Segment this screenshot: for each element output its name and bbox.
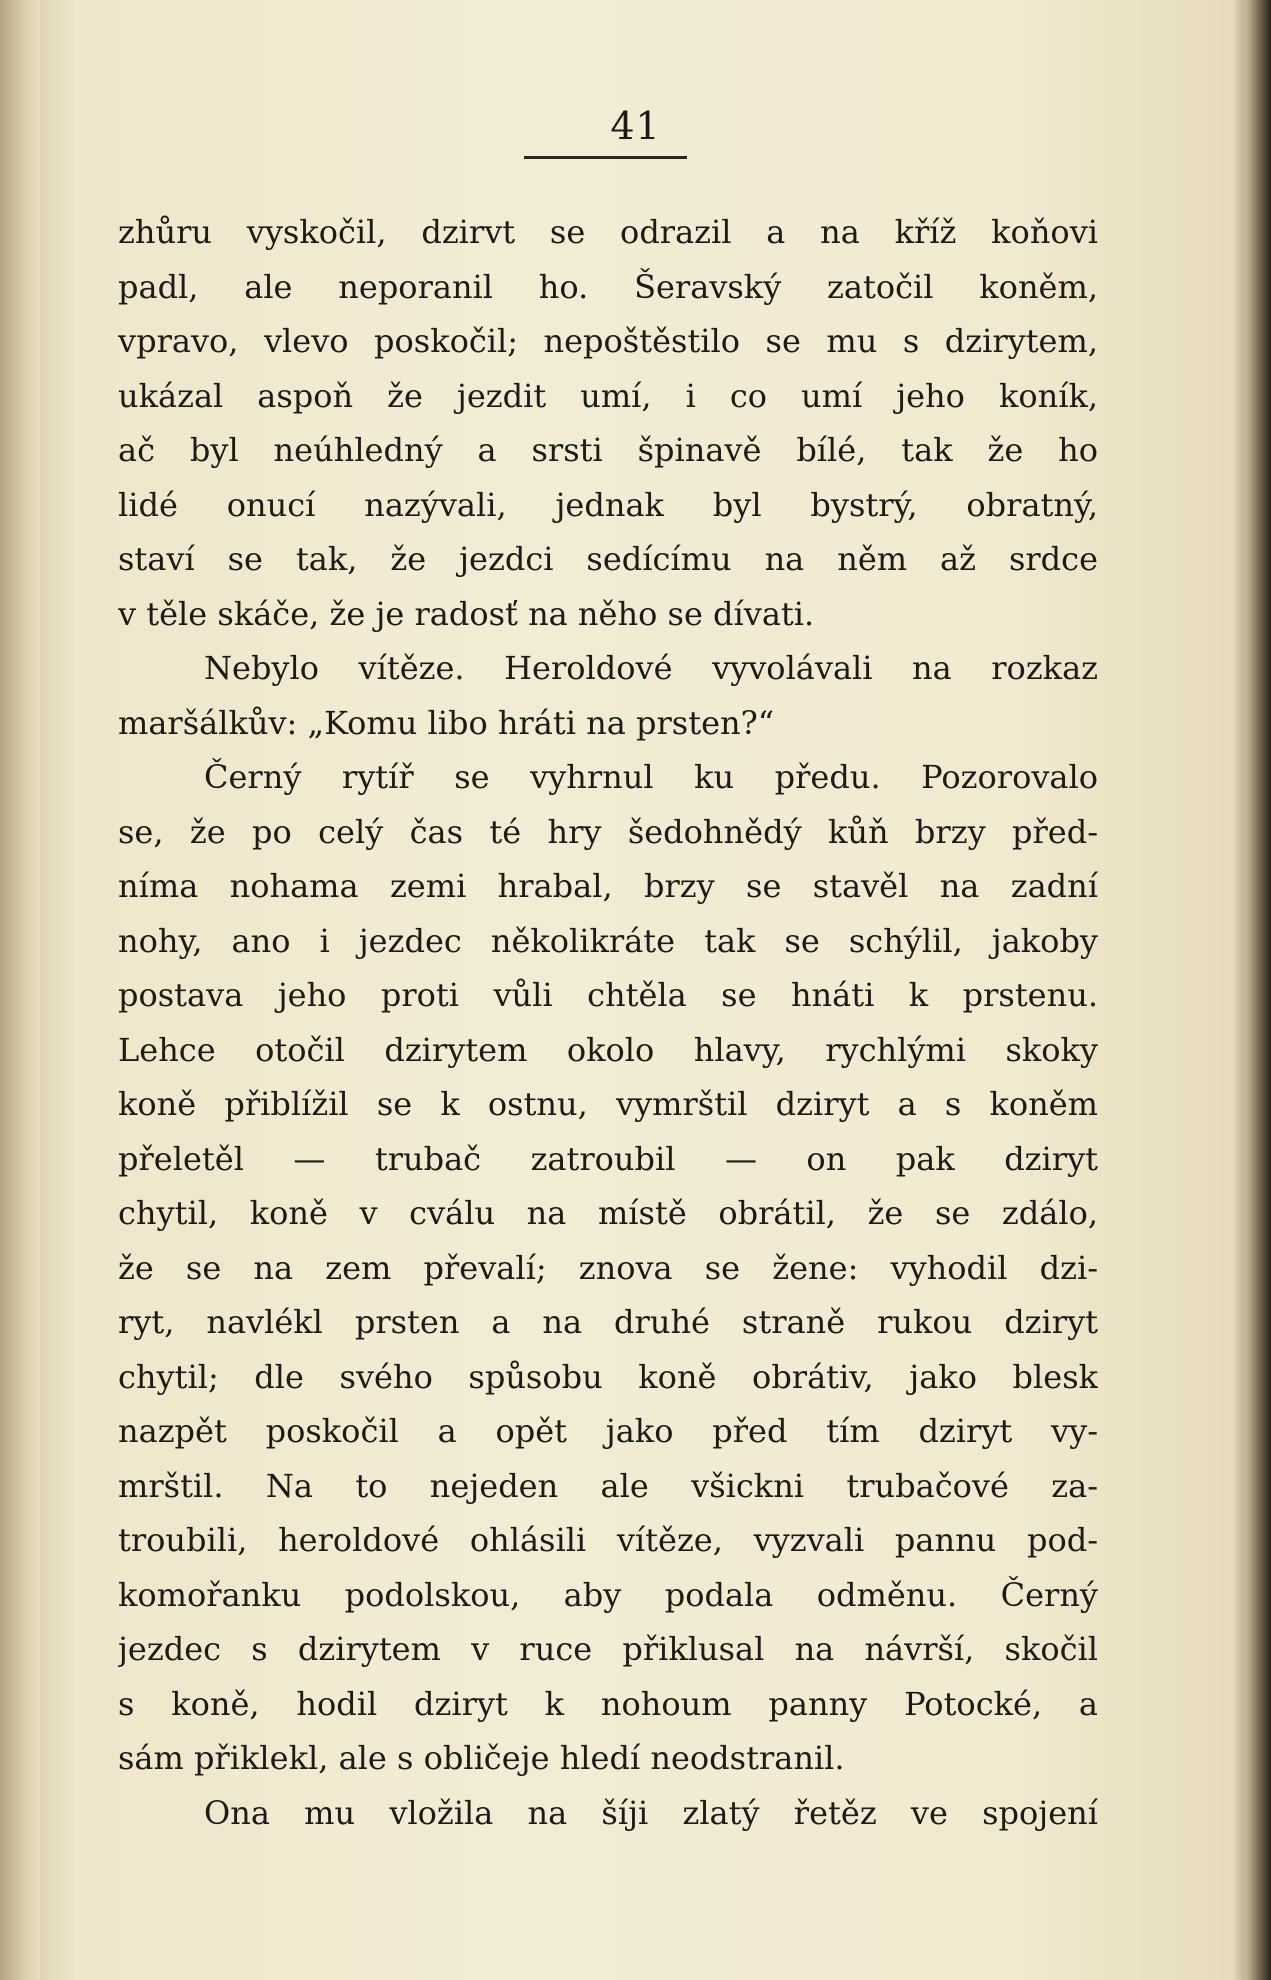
text-line: vpravo, vlevo poskočil; nepoštěstilo se mu s dzirytem, — [118, 322, 1098, 360]
body-text — [118, 205, 1098, 1840]
page-edge-shadow — [1245, 0, 1271, 1980]
text-line: mrštil. Na to nejeden ale všickni trubačové za- — [118, 1466, 1098, 1505]
page-number-rule — [524, 156, 687, 159]
text-line: koně přiblížil se k ostnu, vymrštil dziryt a s koněm — [118, 1085, 1098, 1123]
text-line: se, že po celý čas té hry šedohnědý kůň brzy před- — [118, 812, 1098, 851]
text-line: níma nohama zemi hrabal, brzy se stavěl na zadní — [118, 867, 1098, 905]
text-line: nohy, ano i jezdec několikráte tak se schýlil, jakoby — [118, 921, 1098, 960]
text-line: Nebylo vítěze. Heroldové vyvolávali na rozkaz — [204, 649, 1098, 687]
text-line: troubili, heroldové ohlásili vítěze, vyzvali pannu pod- — [118, 1521, 1098, 1559]
text-line: s koně, hodil dziryt k nohoum panny Potocké, a — [118, 1684, 1098, 1723]
text-line: jezdec s dzirytem v ruce přiklusal na návrší, skočil — [118, 1630, 1098, 1668]
text-line: komořanku podolskou, aby podala odměnu. Černý — [118, 1575, 1098, 1614]
page-number: 41 — [610, 104, 661, 148]
page-gutter — [0, 0, 40, 1980]
text-line: přeletěl — trubač zatroubil — on pak dziryt — [118, 1139, 1098, 1178]
text-line: ukázal aspoň že jezdit umí, i co umí jeho koník, — [118, 376, 1098, 415]
text-line: staví se tak, že jezdci sedícímu na něm až srdce — [118, 540, 1098, 578]
text-line: postava jeho proti vůli chtěla se hnáti k prstenu. — [118, 976, 1098, 1014]
text-line: Černý rytíř se vyhrnul ku předu. Pozorovalo — [204, 758, 1098, 796]
text-line: Lehce otočil dzirytem okolo hlavy, rychlými skoky — [118, 1030, 1098, 1069]
text-line: chytil; dle svého spůsobu koně obrátiv, jako blesk — [118, 1357, 1098, 1396]
text-line: lidé onucí nazývali, jednak byl bystrý, obratný, — [118, 485, 1098, 524]
text-line: v těle skáče, že je radosť na něho se dívati. — [118, 594, 815, 633]
text-line: ryt, navlékl prsten a na druhé straně rukou dziryt — [118, 1303, 1098, 1341]
text-line: nazpět poskočil a opět jako před tím dziryt vy- — [118, 1412, 1098, 1450]
text-line: sám přiklekl, ale s obličeje hledí neodstranil. — [118, 1739, 845, 1777]
text-line: ač byl neúhledný a srsti špinavě bílé, tak že ho — [118, 431, 1098, 469]
text-line: maršálkův: „Komu libo hráti na prsten?“ — [118, 703, 775, 742]
text-line: padl, ale neporanil ho. Šeravský zatočil koněm, — [118, 267, 1098, 306]
text-line: že se na zem převalí; znova se žene: vyhodil dzi- — [118, 1248, 1098, 1287]
text-line: Ona mu vložila na šíji zlatý řetěz ve spojení — [204, 1793, 1098, 1832]
text-line: chytil, koně v cválu na místě obrátil, že se zdálo, — [118, 1194, 1098, 1232]
text-line: zhůru vyskočil, dzirvt se odrazil a na kříž koňovi — [118, 213, 1098, 251]
